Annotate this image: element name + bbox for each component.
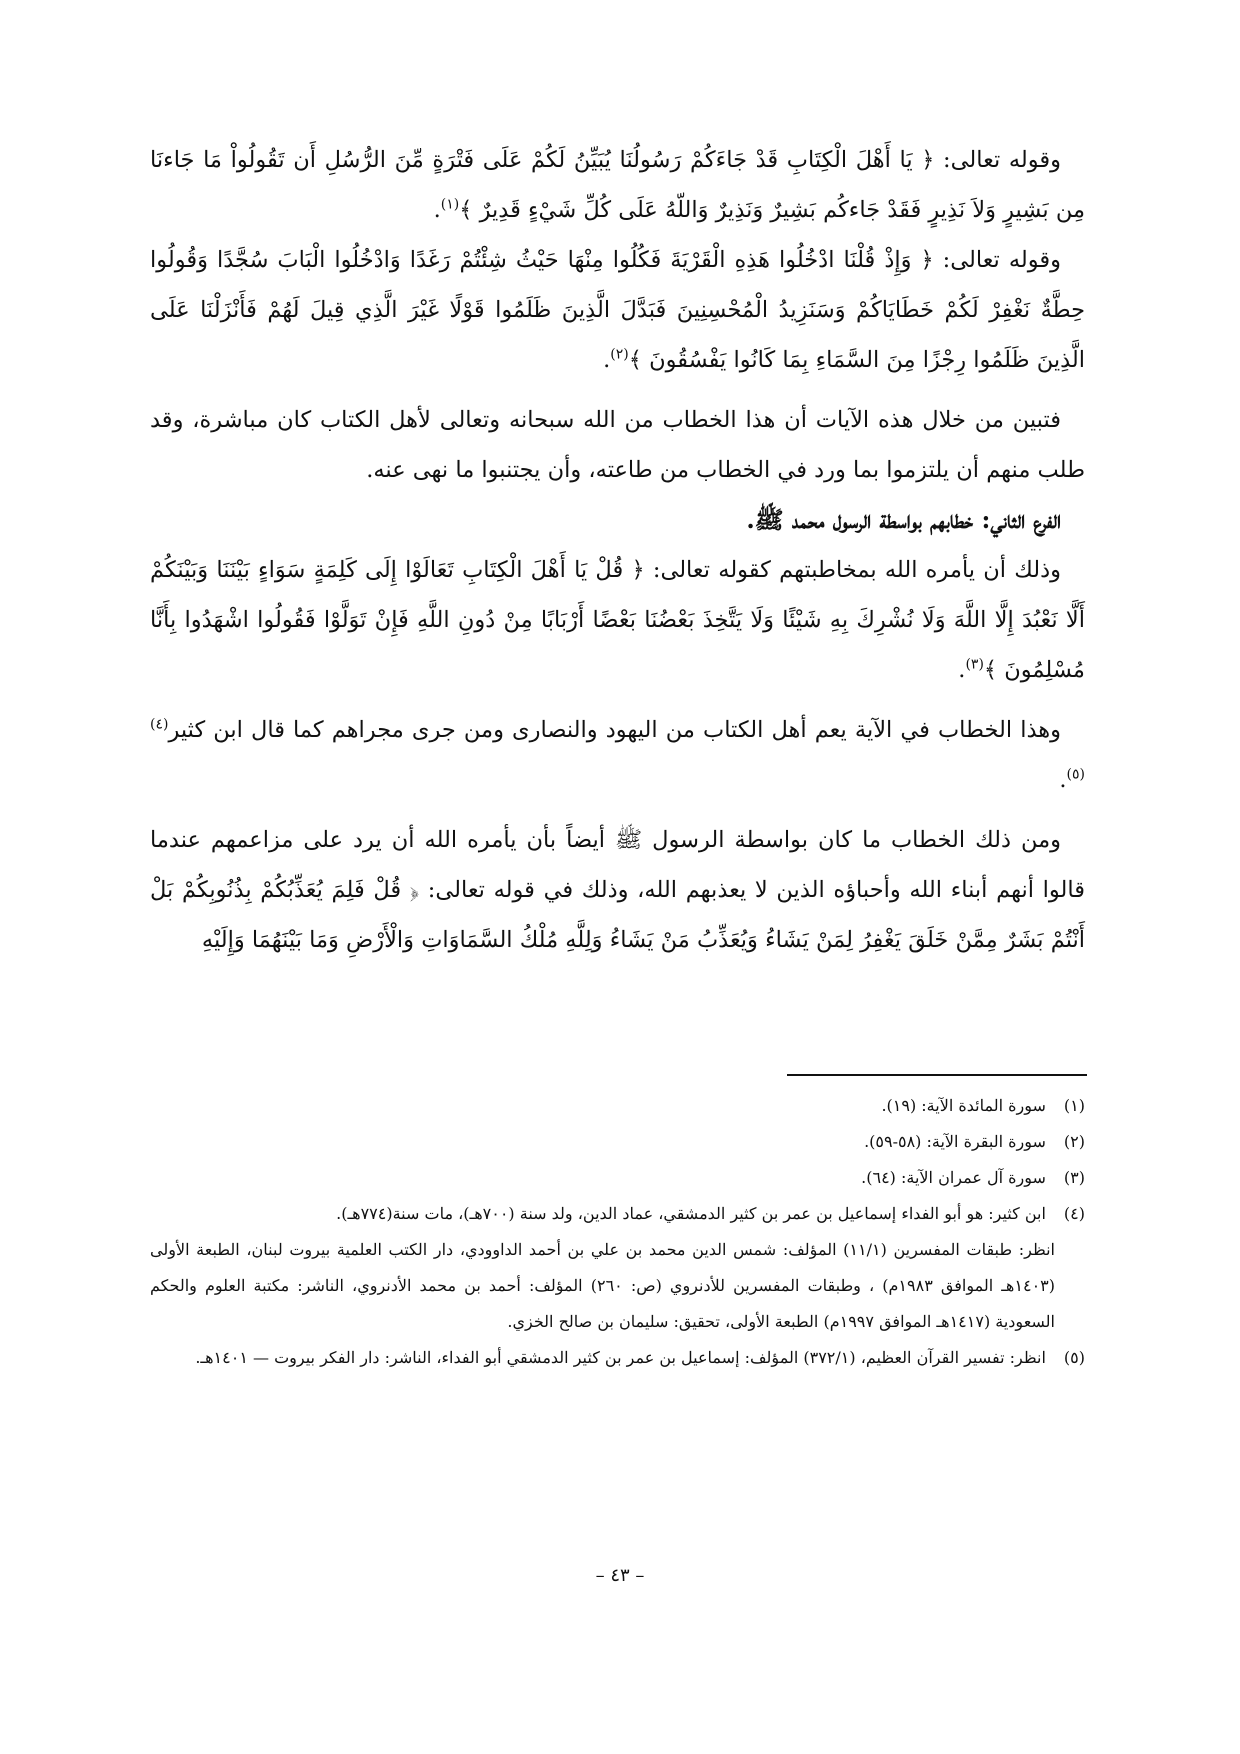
paragraph-text: وقوله تعالى: ﴿ يَا أَهْلَ الْكِتَابِ قَدْ جَاءَكُمْ رَسُولُنَا يُبَيِّنُ لَكُمْ عَلَى فَتْرَةٍ مِّنَ الرُّسُلِ أَن تَقُولُواْ مَا جَاءنَا مِن بَشِيرٍ وَلاَ نَذِيرٍ فَقَدْ جَاءكُم بَشِيرٌ وَنَذِيرٌ وَاللّهُ عَلَى كُلِّ شَيْءٍ قَدِيرٌ ﴾ [150, 147, 1085, 223]
punctuation: . [958, 657, 966, 683]
paragraph-1 [150, 135, 1085, 235]
footnote-text: ابن كثير: هو أبو الفداء إسماعيل بن عمر بن كثير الدمشقي، عماد الدين، ولد سنة (٧٠٠هـ)، مات سنة(٧٧٤هـ). [336, 1204, 1046, 1223]
footnote-ref-1[interactable]: (١) [440, 196, 460, 213]
footnote-text: سورة المائدة الآية: (١٩). [881, 1096, 1046, 1115]
footnote-number: (١) [1063, 1096, 1085, 1115]
paragraph-4 [150, 545, 1085, 695]
punctuation: . [1059, 767, 1067, 793]
footnote-ref-2[interactable]: (٢) [610, 346, 629, 363]
paragraph-text: وذلك أن يأمره الله بمخاطبتهم كقوله تعالى: ﴿ قُلْ يَا أَهْلَ الْكِتَابِ تَعَالَوْا إِلَى كَلِمَةٍ سَوَاءٍ بَيْنَنَا وَبَيْنَكُمْ أَلَّا نَعْبُدَ إِلَّا اللَّهَ وَلَا نُشْرِكَ بِهِ شَيْئًا وَلَا يَتَّخِذَ بَعْضُنَا بَعْضًا أَرْبَابًا مِنْ دُونِ اللَّهِ فَإِنْ تَوَلَّوْا فَقُولُوا اشْهَدُوا بِأَنَّا مُسْلِمُونَ ﴾ [150, 557, 1085, 683]
footnote-number: (٢) [1063, 1132, 1085, 1151]
section-heading [150, 495, 1085, 545]
footnote-4-continuation: انظر: طبقات المفسرين (١١/١) المؤلف: شمس الدين محمد بن علي بن أحمد الداوودي، دار الكتب العلمية بيروت لبنان، الطبعة الأولى (١٤٠٣هـ الموافق ١٩٨٣م) ، وطبقات المفسرين للأدنروي (ص: ٢٦٠) المؤلف: أحمد بن محمد الأدنروي، الناشر: مكتبة العلوم والحكم السعودية (١٤١٧هـ الموافق ١٩٩٧م) الطبعة الأولى، تحقيق: سليمان بن صالح الخزي. [150, 1240, 1056, 1331]
footnote-5 [150, 1340, 1085, 1376]
punctuation: . [433, 197, 441, 223]
footnote-ref-3[interactable]: (٣) [965, 656, 984, 673]
paragraph-6: ومن ذلك الخطاب ما كان بواسطة الرسول ﷺ أيضاً بأن يأمره الله أن يرد على مزاعمهم عندما قالوا أنهم أبناء الله وأحباؤه الذين لا يعذبهم الله، وذلك في قوله تعالى: ﴿ قُلْ فَلِمَ يُعَذِّبُكُمْ بِذُنُوبِكُمْ بَلْ أَنْتُمْ بَشَرٌ مِمَّنْ خَلَقَ يَغْفِرُ لِمَنْ يَشَاءُ وَيُعَذِّبُ مَنْ يَشَاءُ وَلِلَّهِ مُلْكُ السَّمَاوَاتِ وَالْأَرْضِ وَمَا بَيْنَهُمَا وَإِلَيْهِ [150, 827, 1085, 953]
footnote-text: سورة آل عمران الآية: (٦٤). [861, 1168, 1046, 1187]
page-number: – ٤٣ – [595, 1565, 645, 1586]
footnote-ref-4-5[interactable]: (٤)(٥) [150, 716, 1085, 783]
footnote-number: (٤) [1063, 1204, 1085, 1223]
paragraph-3: فتبين من خلال هذه الآيات أن هذا الخطاب من الله سبحانه وتعالى لأهل الكتاب كان مباشرة، وقد طلب منهم أن يلتزموا بما ورد في الخطاب من طاعته، وأن يجتنبوا ما نهى عنه. [150, 407, 1085, 483]
paragraph-text: وقوله تعالى: ﴿ وَإِذْ قُلْنَا ادْخُلُوا هَذِهِ الْقَرْيَةَ فَكُلُوا مِنْهَا حَيْثُ شِئْتُمْ رَغَدًا وَادْخُلُوا الْبَابَ سُجَّدًا وَقُولُوا حِطَّةٌ نَغْفِرْ لَكُمْ خَطَايَاكُمْ وَسَنَزِيدُ الْمُحْسِنِينَ فَبَدَّلَ الَّذِينَ ظَلَمُوا قَوْلًا غَيْرَ الَّذِي قِيلَ لَهُمْ فَأَنْزَلْنَا عَلَى الَّذِينَ ظَلَمُوا رِجْزًا مِنَ السَّمَاءِ بِمَا كَانُوا يَفْسُقُونَ ﴾ [150, 247, 1085, 373]
footnote-number: (٣) [1063, 1168, 1085, 1187]
main-text [150, 135, 1085, 965]
paragraph-5 [150, 705, 1085, 805]
heading-text: : خطابهم بواسطة الرسول محمد ﷺ. [746, 505, 991, 534]
paragraph-text: وهذا الخطاب في الآية يعم أهل الكتاب من اليهود والنصارى ومن جرى مجراهم كما قال ابن كثير [168, 717, 1061, 743]
footnote-3 [150, 1160, 1085, 1196]
paragraph-2 [150, 235, 1085, 385]
footnote-divider [787, 1074, 1087, 1076]
footnote-text: انظر: تفسير القرآن العظيم، (٣٧٢/١) المؤلف: إسماعيل بن عمر بن كثير الدمشقي أبو الفداء، الناشر: دار الفكر بيروت — ١٤٠١هـ. [195, 1348, 1046, 1367]
footnote-2 [150, 1124, 1085, 1160]
footnote-1 [150, 1088, 1085, 1124]
footnote-text: سورة البقرة الآية: (٥٨-٥٩). [864, 1132, 1046, 1151]
heading-label: الفرع الثاني [990, 505, 1061, 534]
footnote-4 [150, 1196, 1085, 1232]
footnotes [150, 1088, 1085, 1376]
punctuation: . [603, 347, 611, 373]
footnote-number: (٥) [1063, 1348, 1085, 1367]
